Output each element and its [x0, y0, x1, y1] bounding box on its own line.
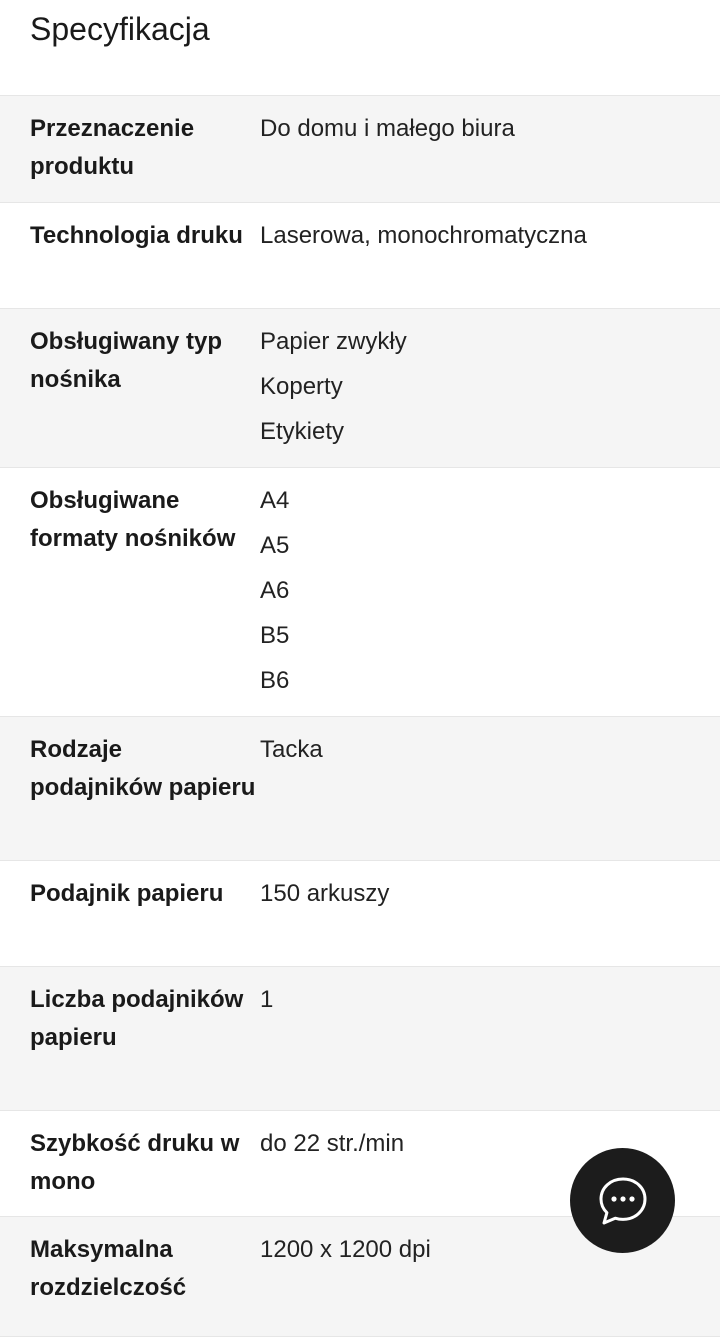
spec-row: [0, 967, 720, 1111]
spec-row: [0, 203, 720, 309]
spec-label: Maksymalna rozdzielczość: [30, 1236, 187, 1301]
chat-bubble-icon: [595, 1173, 651, 1229]
spec-values: [260, 871, 720, 966]
spec-values: [260, 319, 720, 467]
spec-row: [0, 468, 720, 717]
spec-header: [0, 0, 720, 96]
page-title: Specyfikacja: [30, 11, 210, 47]
spec-label: Przeznaczenie produktu: [30, 115, 195, 180]
spec-label: Rodzaje podajników papieru: [30, 736, 256, 801]
spec-label: Obsługiwany typ nośnika: [30, 328, 223, 393]
spec-value: do 22 str./min: [260, 1130, 405, 1157]
spec-value: 1200 x 1200 dpi: [260, 1236, 431, 1263]
spec-values: [260, 106, 720, 202]
spec-value: A4: [260, 487, 290, 514]
spec-values: [260, 213, 720, 308]
spec-values: [260, 478, 720, 716]
spec-label: Liczba podajników papieru: [30, 986, 244, 1051]
spec-value: B5: [260, 622, 290, 649]
spec-value: A5: [260, 532, 290, 559]
spec-value: B6: [260, 667, 290, 694]
spec-row: [0, 96, 720, 203]
spec-value: Laserowa, monochromatyczna: [260, 222, 587, 249]
spec-row: [0, 717, 720, 861]
chat-button[interactable]: [570, 1148, 675, 1253]
spec-label: Podajnik papieru: [30, 880, 224, 907]
spec-row: [0, 861, 720, 967]
spec-value: 150 arkuszy: [260, 880, 390, 907]
spec-value: Etykiety: [260, 418, 345, 445]
spec-value: Koperty: [260, 373, 343, 400]
spec-row: [0, 309, 720, 468]
spec-value: 1: [260, 986, 274, 1013]
spec-label: Szybkość druku w mono: [30, 1130, 240, 1195]
spec-values: [260, 977, 720, 1110]
spec-label: Obsługiwane formaty nośników: [30, 487, 236, 552]
spec-value: Papier zwykły: [260, 328, 407, 355]
spec-value: Do domu i małego biura: [260, 115, 515, 142]
spec-value: A6: [260, 577, 290, 604]
spec-label: Technologia druku: [30, 222, 243, 249]
spec-value: Tacka: [260, 736, 323, 763]
spec-values: [260, 727, 720, 860]
